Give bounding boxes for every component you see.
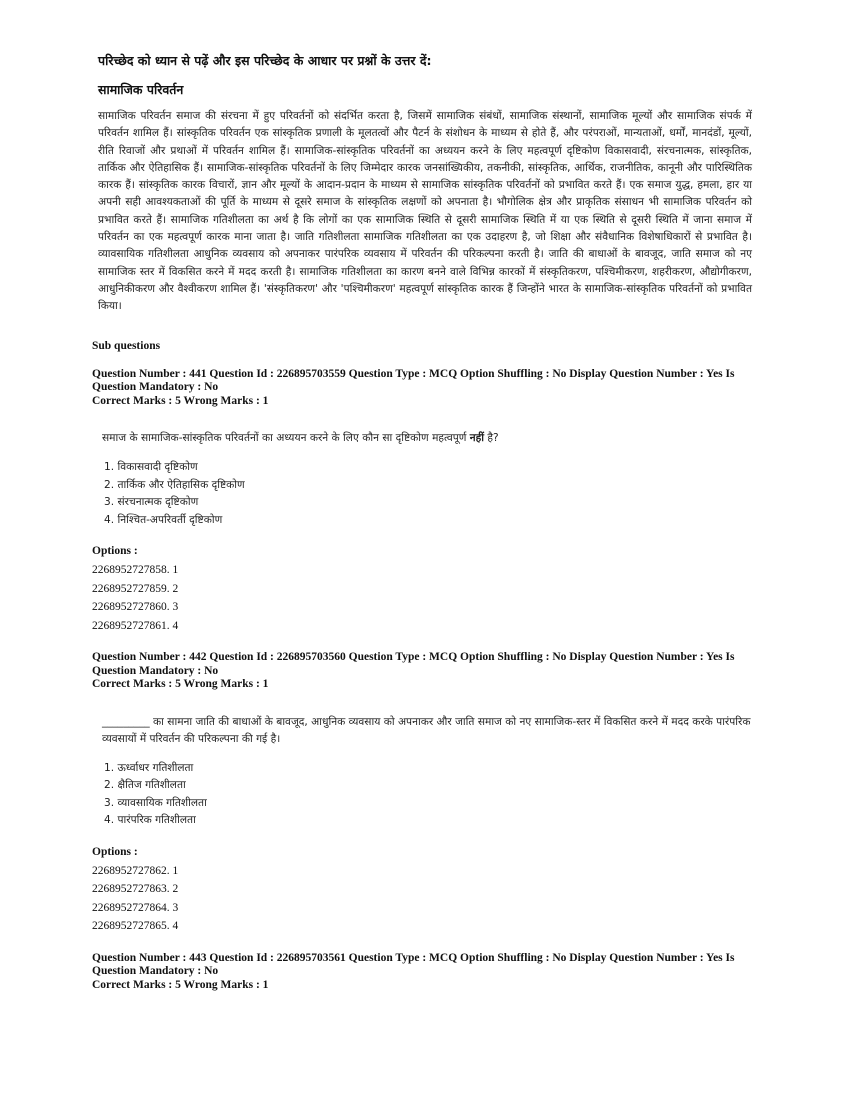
question-marks-line: Correct Marks : 5 Wrong Marks : 1 bbox=[92, 678, 269, 691]
option-id-item: 2268952727865. 4 bbox=[92, 920, 179, 933]
question-marks-line: Correct Marks : 5 Wrong Marks : 1 bbox=[92, 394, 269, 407]
choice-item: 4. निश्चित-अपरिवर्ती दृष्टिकोण bbox=[104, 513, 223, 526]
instruction-heading: परिच्छेद को ध्यान से पढ़ें और इस परिच्छेद के आधार पर प्रश्नों के उत्तर दें: bbox=[98, 53, 432, 68]
question-443 bbox=[92, 952, 752, 993]
choice-item: 3. व्यावसायिक गतिशीलता bbox=[104, 796, 207, 809]
choice-item: 4. पारंपरिक गतिशीलता bbox=[104, 814, 196, 827]
question-text bbox=[102, 430, 752, 447]
option-id-item: 2268952727858. 1 bbox=[92, 564, 179, 577]
question-text-part: है? bbox=[484, 432, 499, 445]
choice-item: 1. ऊर्ध्वाधर गतिशीलता bbox=[104, 761, 194, 774]
sub-questions-label: Sub questions bbox=[92, 339, 161, 352]
choice-list bbox=[104, 760, 752, 830]
document-page bbox=[92, 52, 752, 1008]
options-label: Options : bbox=[92, 545, 138, 558]
passage-text: सामाजिक परिवर्तन समाज की संरचना में हुए परिवर्तनों को संदर्भित करता है, जिसमें सामाजिक संबंधों, सामाजिक संस्थानों, सामाजिक मूल्यों और सामाजिक संपर्क में परिवर्तन शामिल हैं। सांस्कृतिक परिवर्तन एक सांस्कृतिक प्रणाली के मूलतत्वों और पैटर्न के संशोधन के माध्यम से होते हैं, और परंपराओं, मान्यताओं, धर्मों, मानदंडों, मूल्यों, रीति रिवाजों और प्रथाओं में परिवर्तन शामिल हैं। सामाजिक-सांस्कृतिक परिवर्तनों का अध्ययन करने के लिए महत्वपूर्ण दृष्टिकोण विकासवादी, संरचनात्मक, सांस्कृतिक, तार्किक और ऐतिहासिक हैं। सामाजिक-सांस्कृतिक परिवर्तनों के लिए जिम्मेदार कारक जनसांख्यिकीय, तकनीकी, सांस्कृतिक, आर्थिक, राजनीतिक, कानूनी और पारिस्थितिक कारक हैं। सांस्कृतिक कारक विचारों, ज्ञान और मूल्यों के आदान-प्रदान के माध्यम से सामाजिक सांस्कृतिक परिवर्तनों को प्रभावित करते हैं। एक समाज युद्ध, हमला, हार या अपनी सही आवश्यकताओं की पूर्ति के माध्यम से दूसरे समाज के सांस्कृतिक लक्षणों को अपनाता है। भौगोलिक क्षेत्र और प्राकृतिक संसाधन भी सामाजिक परिवर्तन को प्रभावित करते हैं। सामाजिक गतिशीलता का अर्थ है कि लोगों का एक सामाजिक स्थिति से दूसरी सामाजिक स्थिति में या एक स्थिति से दूसरी स्थिति में जाना समाज में परिवर्तन का एक महत्वपूर्ण कारक माना जाता है। जाति गतिशीलता सामाजिक गतिशीलता का एक उदाहरण है, जो शिक्षा और संवैधानिक विशेषाधिकारों से प्रभावित है। व्यावसायिक गतिशीलता आधुनिक व्यवसाय को अपनाकर पारंपरिक व्यवसाय में परिवर्तन की परिकल्पना करती है। जाति की बाधाओं के बावजूद, जाति समाज को नए सामाजिक स्तर में विकसित करने में मदद करती है। सामाजिक गतिशीलता का कारण बनने वाले विभिन्न कारकों में संस्कृतिकरण, पश्चिमीकरण, शहरीकरण, औद्योगीकरण, आधुनिकीकरण और वैश्वीकरण शामिल हैं। 'संस्कृतिकरण' और 'पश्चिमीकरण' महत्वपूर्ण सांस्कृतिक कारक हैं जिन्होंने भारत के सामाजिक-सांस्कृतिक परिवर्तनों को प्रभावित किया। bbox=[98, 110, 752, 313]
choice-item: 1. विकासवादी दृष्टिकोण bbox=[104, 461, 198, 474]
question-text-part: _________ का सामना जाति की बाधाओं के बावजूद, आधुनिक व्यवसाय को अपनाकर और जाति समाज को नए सामाजिक-स्तर में विकसित करने में मदद करके पारंपरिक व्यवसायों में परिवर्तन की परिकल्पना की गई है। bbox=[102, 715, 751, 745]
question-mandatory-line: Question Mandatory : No bbox=[92, 664, 219, 677]
question-text-part: समाज के सामाजिक-सांस्कृतिक परिवर्तनों का अध्ययन करने के लिए कौन सा दृष्टिकोण महत्वपूर्ण bbox=[102, 432, 470, 445]
option-id-item: 2268952727861. 4 bbox=[92, 619, 179, 632]
options-label: Options : bbox=[92, 845, 138, 858]
question-text-emphasis: नहीं bbox=[469, 432, 485, 445]
question-meta-line: Question Number : 442 Question Id : 226895703560 Question Type : MCQ Option Shuffling : No Display Question Number : Yes Is bbox=[92, 651, 735, 664]
question-441 bbox=[92, 368, 752, 636]
question-442 bbox=[92, 651, 752, 936]
option-id-item: 2268952727860. 3 bbox=[92, 601, 179, 614]
choice-item: 3. संरचनात्मक दृष्टिकोण bbox=[104, 496, 199, 509]
question-meta-line: Question Number : 441 Question Id : 226895703559 Question Type : MCQ Option Shuffling : No Display Question Number : Yes Is bbox=[92, 367, 735, 380]
question-mandatory-line: Question Mandatory : No bbox=[92, 381, 219, 394]
choice-item: 2. क्षैतिज गतिशीलता bbox=[104, 779, 186, 792]
question-mandatory-line: Question Mandatory : No bbox=[92, 965, 219, 978]
question-meta bbox=[92, 368, 752, 409]
choice-list bbox=[104, 459, 752, 529]
question-marks-line: Correct Marks : 5 Wrong Marks : 1 bbox=[92, 978, 269, 991]
question-meta-line: Question Number : 443 Question Id : 226895703561 Question Type : MCQ Option Shuffling : No Display Question Number : Yes Is bbox=[92, 951, 735, 964]
question-text bbox=[102, 714, 752, 748]
option-id-item: 2268952727859. 2 bbox=[92, 582, 179, 595]
option-id-list bbox=[92, 862, 752, 936]
question-meta bbox=[92, 651, 752, 692]
passage-title: सामाजिक परिवर्तन bbox=[98, 82, 184, 97]
option-id-item: 2268952727862. 1 bbox=[92, 864, 179, 877]
option-id-item: 2268952727864. 3 bbox=[92, 901, 179, 914]
choice-item: 2. तार्किक और ऐतिहासिक दृष्टिकोण bbox=[104, 478, 245, 491]
question-meta bbox=[92, 952, 752, 993]
option-id-list bbox=[92, 561, 752, 635]
option-id-item: 2268952727863. 2 bbox=[92, 883, 179, 896]
